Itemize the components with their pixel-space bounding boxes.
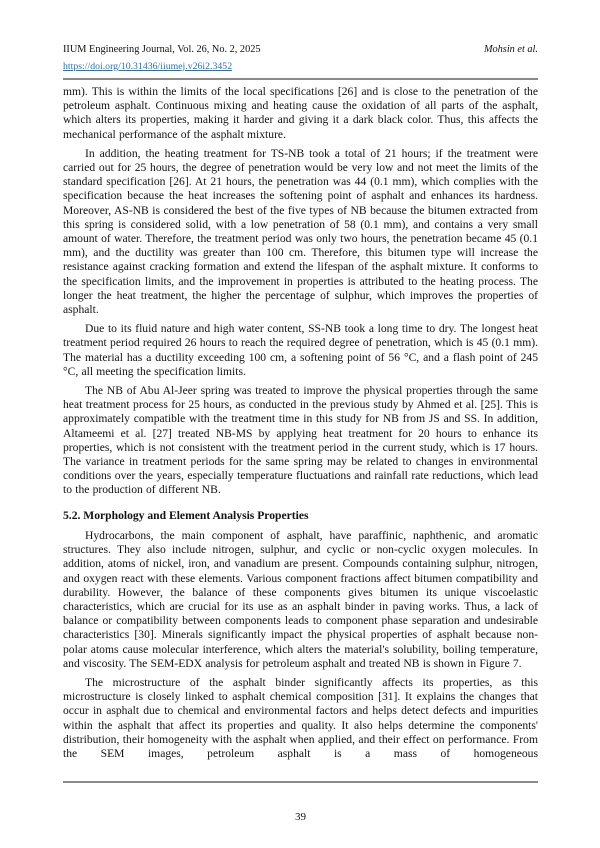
header-rule <box>63 78 538 80</box>
journal-title: IIUM Engineering Journal, Vol. 26, No. 2, 2025 <box>63 44 261 55</box>
paragraph-microstructure: The microstructure of the asphalt binder significantly affects its properties, as this microstructure is closely linked to asphalt chemical composition [31]. It explains the changes that occur in asphalt due to chemical and environmental factors and helps detect defects and impurities within the asphalt that affect its properties and quality. It also helps determine the components' distribution, their homogeneity with the asphalt when applied, and their effect on performance. From the SEM images, petroleum asphalt is a mass of homogeneous <box>63 675 538 760</box>
paragraph-hydrocarbons: Hydrocarbons, the main component of asphalt, have paraffinic, naphthenic, and aromatic structures. They also include nitrogen, sulphur, and cyclic or non-cyclic oxygen molecules. In addition, atoms of nickel, iron, and vanadium are present. Compounds containing sulphur, nitrogen, and oxygen react with these elements. Various component fractions affect bitumen compatibility and durability. However, the balance of these components gives bitumen its unique viscoelastic characteristics, which are crucial for its use as an asphalt binder in paving works. Thus, a lack of balance or compatibility between components leads to component phase separation and undesirable characteristics [30]. Minerals significantly impact the physical properties of asphalt because non-polar atoms cause molecular interference, which alters the material's solubility, boiling temperature, and viscosity. The SEM-EDX analysis for petroleum asphalt and treated NB is shown in Figure 7. <box>63 528 538 670</box>
paragraph-abu-al-jeer: The NB of Abu Al-Jeer spring was treated to improve the physical properties through the same heat treatment process for 25 hours, as conducted in the previous study by Ahmed et al. [25]. This is approximately compatible with the treatment time in this study for NB from JS and SS. In addition, Altameemi et al. [27] treated NB-MS by applying heat treatment for 20 hours to enhance its properties, which is not consistent with the treatment period in the current study, which is 17 hours. The variance in treatment periods for the same spring may be related to changes in environmental conditions over the years, especially temperature fluctuations and rainfall rate reductions, which lead to the production of different NB. <box>63 384 538 497</box>
paragraph-continuation: mm). This is within the limits of the local specifications [26] and is close to the penetration of the petroleum asphalt. Continuous mixing and heating cause the oxidation of all parts of the asphalt, which alters its properties, making it harder and giving it a dark black color. Thus, this affects the mechanical performance of the asphalt mixture. <box>63 85 538 141</box>
section-heading: 5.2. Morphology and Element Analysis Properties <box>63 508 309 522</box>
running-head <box>63 44 538 56</box>
doi-link[interactable]: https://doi.org/10.31436/iiumej.v26i2.3452 <box>63 61 233 72</box>
page-header <box>63 44 538 80</box>
paragraph-heating-treatment: In addition, the heating treatment for TS-NB took a total of 21 hours; if the treatment were carried out for 25 hours, the degree of penetration would be very low and not meet the limits of the standard specification [26]. At 21 hours, the penetration was 44 (0.1 mm), which complies with the specification because the heat increases the softening point of asphalt and enhances its hardness. Moreover, AS-NB is considered the best of the five types of NB because the bitumen extracted from this spring is considered solid, with a low penetration of 58 (0.1 mm), and contains a very small amount of water. Therefore, the treatment period was only two hours, the penetration became 45 (0.1 mm), and the ductility was greater than 100 cm. Therefore, this bitumen type will increase the resistance against cracking formation and extend the lifespan of the asphalt mixture. It conforms to the specification limits, and the improvement in properties is attributed to the heating process. The longer the heat treatment, the higher the percentage of sulphur, which improves the properties of asphalt. <box>63 146 538 317</box>
page-number: 39 <box>295 811 306 823</box>
running-authors: Mohsin et al. <box>483 44 538 55</box>
article-body <box>63 85 538 761</box>
paragraph-ss-nb: Due to its fluid nature and high water content, SS-NB took a long time to dry. The longest heat treatment period required 26 hours to reach the required degree of penetration, which is 45 (0.1 mm). The material has a ductility exceeding 100 cm, a softening point of 56 °C, and a flash point of 245 °C, all meeting the specification limits. <box>63 322 538 378</box>
page-footer <box>63 781 538 848</box>
footer-rule <box>63 781 538 783</box>
